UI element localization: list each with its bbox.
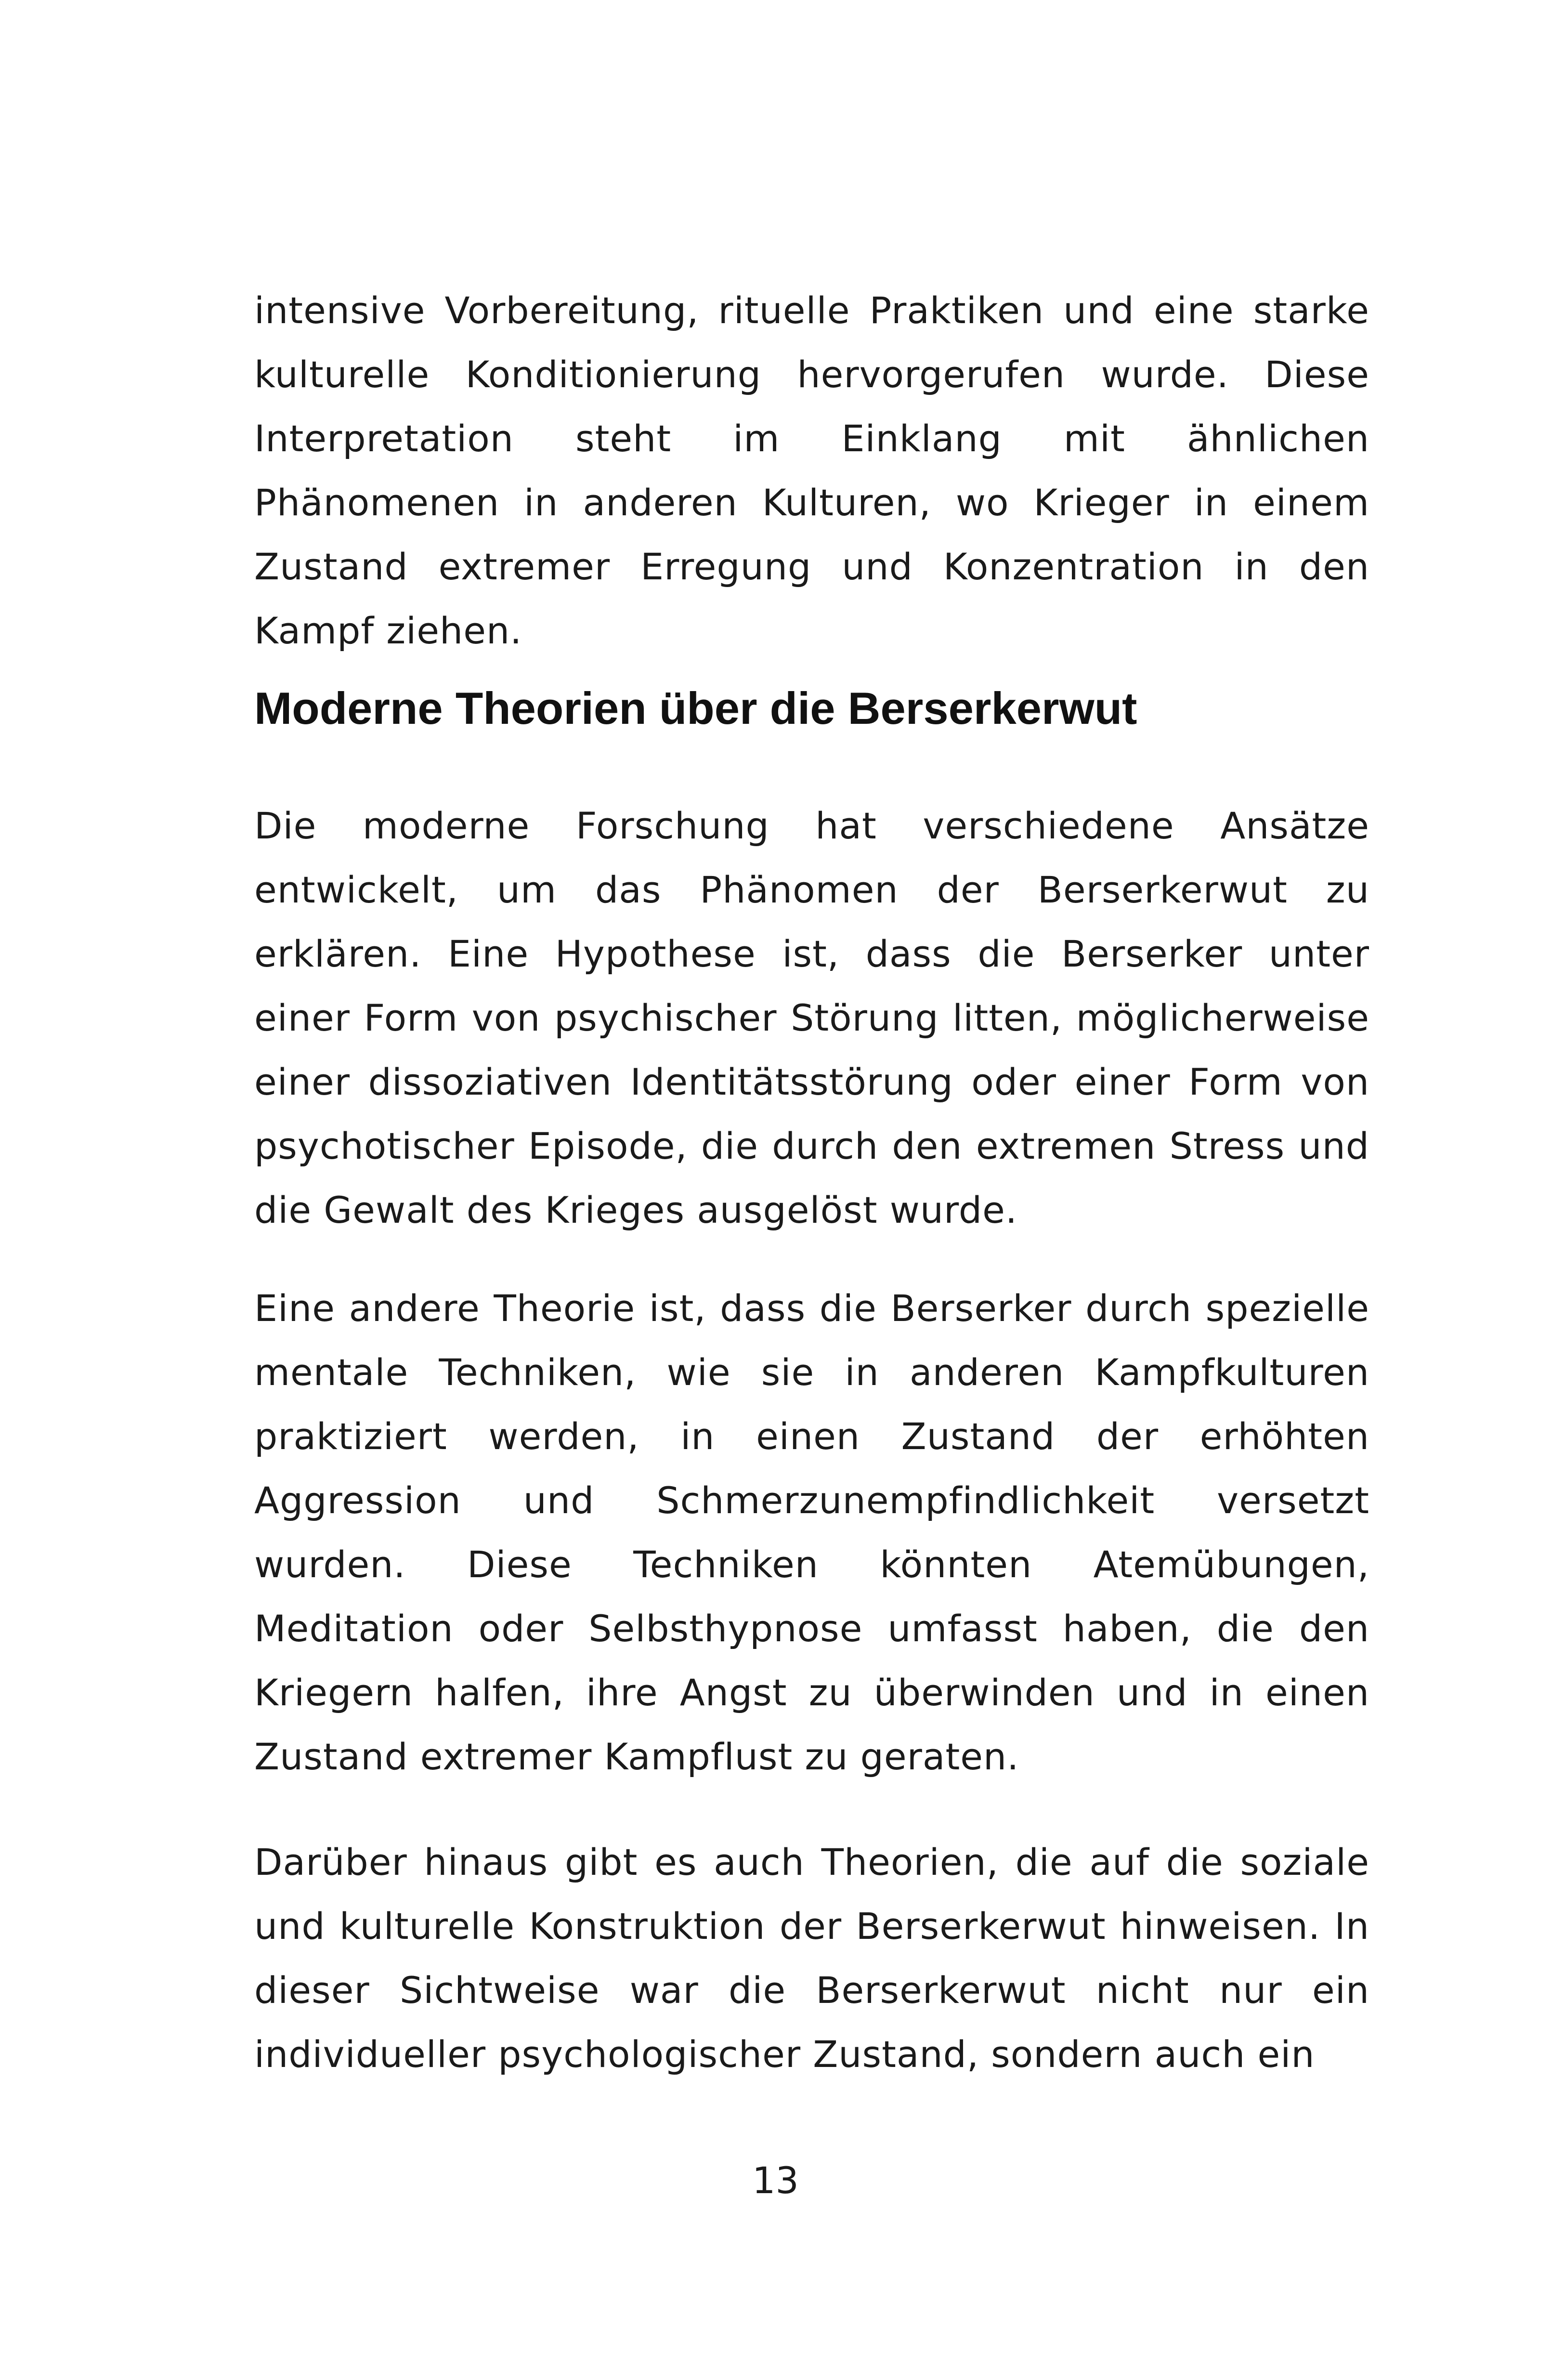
page-number: 13 xyxy=(752,2159,799,2202)
paragraph-social-construction: Darüber hinaus gibt es auch Theorien, die auf die soziale und kulturelle Konstruktion der Berserkerwut hinweisen. In dieser Sichtweise war die Berserkerwut nicht nur ein individueller psychologischer Zustand, sondern auch ein xyxy=(254,1841,1369,2076)
section-heading: Moderne Theorien über die Berserkerwut xyxy=(254,683,1137,733)
paragraph-mental-techniques: Eine andere Theorie ist, dass die Berserker durch spezielle mentale Techniken, wie sie in anderen Kampfkulturen praktiziert werden, in einen Zustand der erhöhten Aggression und Schmerzunempfindlichkeit versetzt wurden. Diese Techniken könnten Atemübungen, Meditation oder Selbsthypnose umfasst haben, die den Kriegern halfen, ihre Angst zu überwinden und in einen Zustand extremer Kampflust zu geraten. xyxy=(254,1287,1369,1778)
paragraph-continuation: intensive Vorbereitung, rituelle Praktiken und eine starke kulturelle Konditionierung hervorgerufen wurde. Diese Interpretation steht im Einklang mit ähnlichen Phänomenen in anderen Kulturen, wo Krieger in einem Zustand extremer Erregung und Konzentration in den Kampf ziehen. xyxy=(254,289,1369,652)
paragraph-modern-research: Die moderne Forschung hat verschiedene Ansätze entwickelt, um das Phänomen der Berserkerwut zu erklären. Eine Hypothese ist, dass die Berserker unter einer Form von psychischer Störung litten, möglicherweise einer dissoziativen Identitätsstörung oder einer Form von psychotischer Episode, die durch den extremen Stress und die Gewalt des Krieges ausgelöst wurde. xyxy=(254,804,1369,1231)
